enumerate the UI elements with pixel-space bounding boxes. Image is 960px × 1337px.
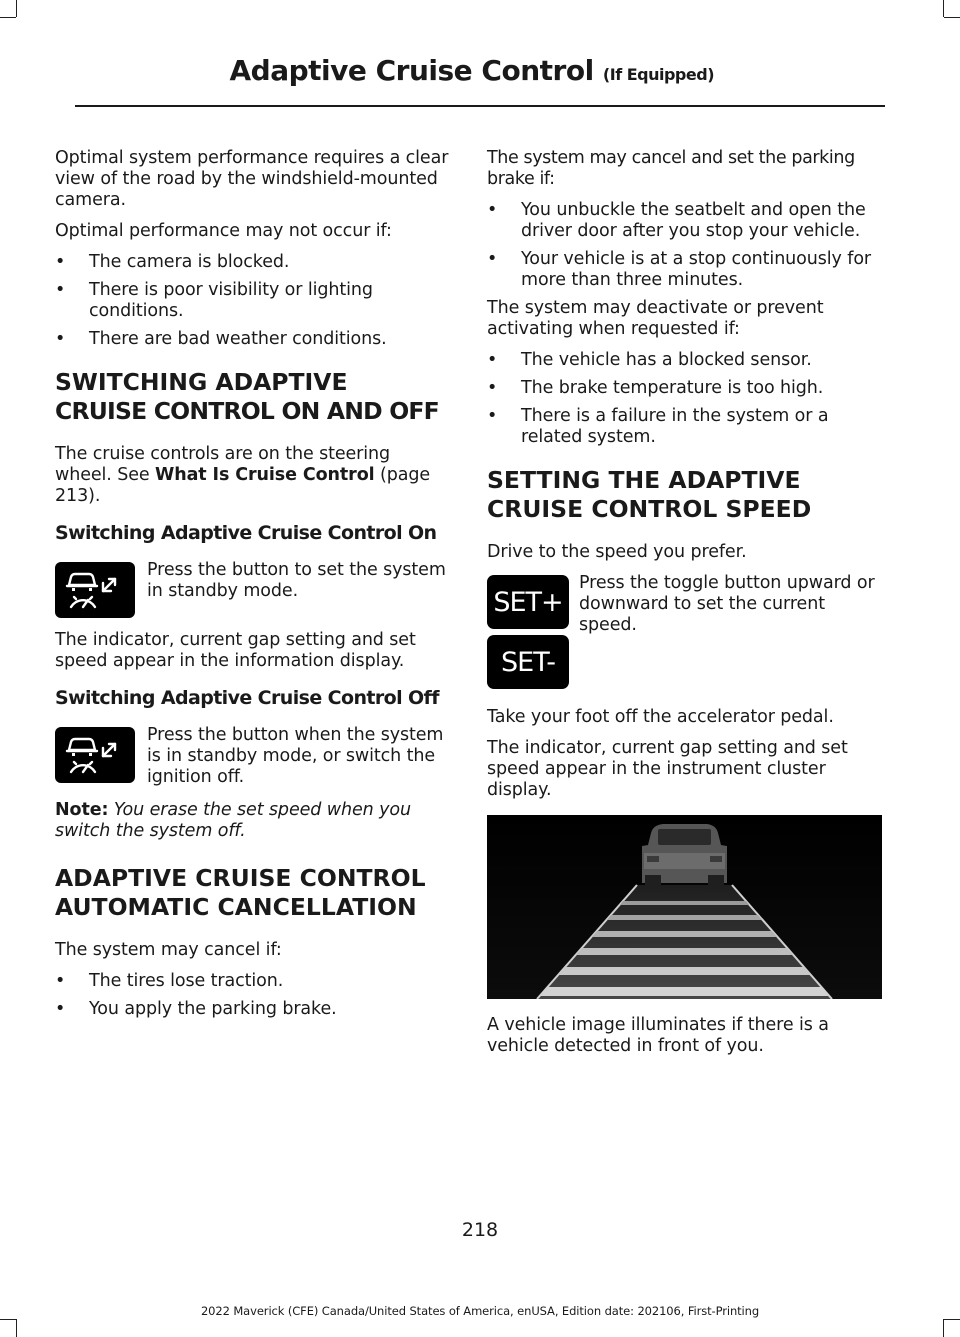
- crop-mark: [0, 17, 16, 18]
- note-paragraph: [55, 800, 450, 842]
- performance-conditions-list: [55, 252, 450, 350]
- note-label: Note:: [55, 800, 109, 820]
- footer-edition-info: 2022 Maverick (CFE) Canada/United States of America, enUSA, Edition date: 202106, First-Printing: [200, 1304, 760, 1318]
- intro-condition-text: Optimal performance may not occur if:: [55, 221, 392, 241]
- heading-line: AUTOMATIC CANCELLATION: [55, 893, 417, 921]
- crop-mark: [944, 17, 960, 18]
- truck-silhouette: [642, 824, 727, 889]
- crop-mark: [16, 1319, 17, 1337]
- list-item: • The brake temperature is too high.: [487, 378, 882, 399]
- set-minus-button-icon: SET-: [487, 635, 569, 689]
- adaptive-cruise-icon: [55, 727, 135, 783]
- set-buttons: [487, 573, 569, 695]
- crop-mark: [0, 1319, 16, 1320]
- adaptive-cruise-icon: [55, 562, 135, 618]
- crop-mark: [16, 0, 17, 17]
- switch-on-instruction: [55, 560, 450, 618]
- parking-brake-intro: The system may cancel and set the parking brake if:: [487, 148, 855, 189]
- list-item: • The vehicle has a blocked sensor.: [487, 350, 882, 371]
- deactivate-conditions-list: [487, 350, 882, 448]
- subheading-switching-off: Switching Adaptive Cruise Control Off: [55, 687, 439, 709]
- steering-controls-paragraph: [55, 444, 450, 507]
- list-item: • There is poor visibility or lighting conditions.: [55, 280, 450, 322]
- crop-mark: [943, 1319, 944, 1337]
- note-text: You erase the set speed when you switch the system off.: [55, 800, 411, 841]
- toggle-text: Press the toggle button upward or downward to set the current speed.: [579, 573, 875, 635]
- list-item: • There are bad weather conditions.: [55, 329, 450, 350]
- header-rule: [75, 105, 885, 107]
- page-header-title: [230, 54, 715, 87]
- paragraph-text: The cruise controls are on the steering wheel. See: [55, 444, 391, 485]
- deactivate-intro: The system may deactivate or prevent activating when requested if:: [487, 298, 824, 339]
- section-heading-cancellation: [55, 864, 450, 922]
- header-title-text: Adaptive Cruise Control: [229, 54, 594, 87]
- section-heading-switching: [55, 368, 450, 426]
- switch-on-result-paragraph: The indicator, current gap setting and set speed appear in the information display.: [55, 630, 416, 671]
- right-column: [487, 148, 882, 1067]
- switch-off-instruction: [55, 725, 450, 788]
- set-plus-button-icon: SET+: [487, 575, 569, 629]
- heading-line: ADAPTIVE CRUISE CONTROL: [55, 864, 426, 892]
- header-title-note: (If Equipped): [602, 65, 714, 84]
- list-item: • Your vehicle is at a stop continuously for more than three minutes.: [487, 249, 882, 291]
- list-item: • You unbuckle the seatbelt and open the driver door after you stop your vehicle.: [487, 200, 882, 242]
- cancel-intro-text: The system may cancel if:: [55, 940, 282, 960]
- list-item: • There is a failure in the system or a related system.: [487, 406, 882, 448]
- drive-speed-text: Drive to the speed you prefer.: [487, 542, 747, 562]
- heading-line: CRUISE CONTROL SPEED: [487, 495, 812, 523]
- parking-brake-conditions-list: [487, 200, 882, 291]
- list-item: • You apply the parking brake.: [55, 999, 450, 1020]
- intro-paragraph: Optimal system performance requires a clear view of the road by the windshield-mounted camera.: [55, 148, 449, 210]
- list-item: • The tires lose traction.: [55, 971, 450, 992]
- page-number: 218: [461, 1219, 499, 1241]
- foot-off-text: Take your foot off the accelerator pedal.: [487, 707, 834, 727]
- crop-mark: [943, 0, 944, 17]
- heading-line: SETTING THE ADAPTIVE: [487, 466, 801, 494]
- page-reference: (page 213).: [55, 465, 431, 506]
- list-item: • The camera is blocked.: [55, 252, 450, 273]
- cancel-conditions-list: [55, 971, 450, 1020]
- left-column: [55, 148, 450, 1027]
- detected-vehicle-illustration: [487, 815, 882, 999]
- cross-reference-link[interactable]: What Is Cruise Control: [155, 465, 375, 485]
- toggle-instruction: [487, 573, 882, 695]
- switch-off-text: Press the button when the system is in standby mode, or switch the ignition off.: [147, 725, 444, 787]
- heading-line: CRUISE CONTROL ON AND OFF: [55, 397, 439, 425]
- subheading-switching-on: Switching Adaptive Cruise Control On: [55, 522, 437, 544]
- crop-mark: [944, 1319, 960, 1320]
- section-heading-setting-speed: [487, 466, 882, 524]
- illustration-caption: A vehicle image illuminates if there is a vehicle detected in front of you.: [487, 1015, 829, 1056]
- heading-line: SWITCHING ADAPTIVE: [55, 368, 348, 396]
- switch-on-text: Press the button to set the system in standby mode.: [147, 560, 446, 601]
- cluster-display-text: The indicator, current gap setting and set speed appear in the instrument cluster display.: [487, 738, 848, 800]
